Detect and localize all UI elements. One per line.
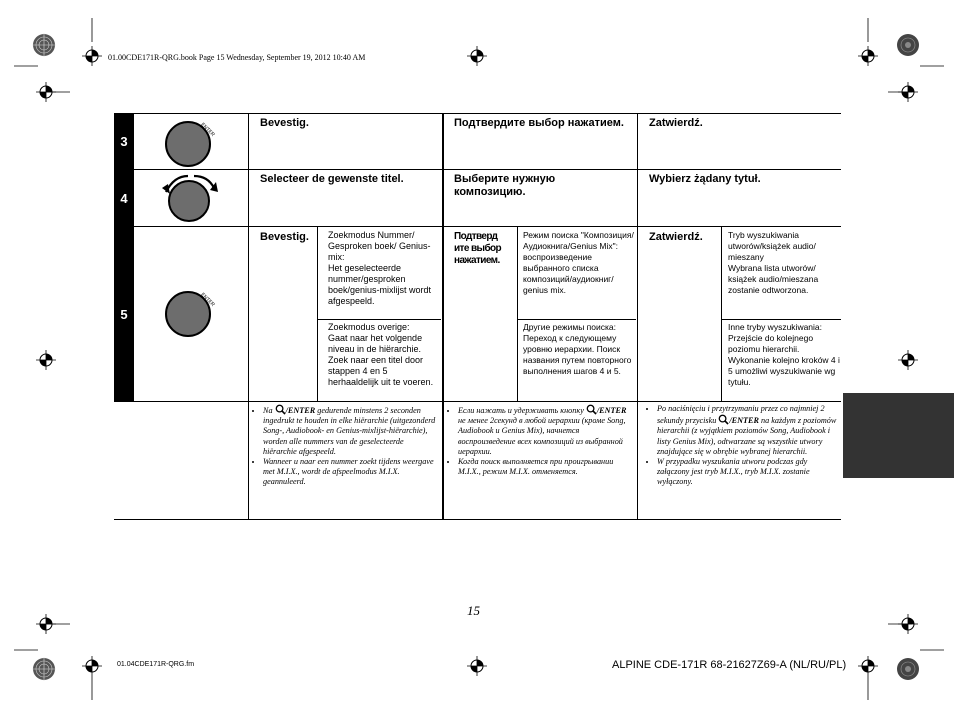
col-divider bbox=[248, 113, 249, 520]
step4-pl: Wybierz żądany tytuł. bbox=[649, 173, 761, 185]
row-divider bbox=[114, 226, 841, 227]
note-item: • Если нажать и удерживать кнопку /ENTER не менее 2секунд в любой иерархии (кроме Song, Audiobook и Genius Mix), начнется воспроизведение всех композиций из выбранной иерархии. bbox=[458, 404, 634, 457]
row-divider bbox=[114, 169, 841, 170]
notes-ru bbox=[449, 404, 634, 477]
step3-nl: Bevestig. bbox=[260, 117, 309, 129]
registration-mark-icon bbox=[36, 614, 56, 634]
registration-mark-icon bbox=[467, 46, 487, 66]
step3-ru: Подтвердите выбор нажатием. bbox=[454, 117, 624, 129]
step5-ru: Подтверд ите выбор нажатием. bbox=[454, 231, 502, 266]
col-divider bbox=[637, 113, 638, 520]
svg-text:ENTER: ENTER bbox=[199, 121, 216, 138]
step-number: 5 bbox=[114, 227, 134, 401]
registration-mark-icon bbox=[858, 46, 878, 66]
sub-divider bbox=[722, 319, 841, 320]
sub-divider bbox=[317, 319, 441, 320]
rotary-knob-icon bbox=[160, 288, 230, 338]
step5-nl-sub1: Zoekmodus Nummer/ Gesproken boek/ Genius-mix: Het geselecteerde nummer/gesproken boek/genius-mixlijst wordt afgespeeld. bbox=[328, 230, 432, 306]
registration-mark-icon bbox=[36, 350, 56, 370]
step5-nl: Bevestig. bbox=[260, 231, 309, 243]
note-item: • Na /ENTER gedurende minstens 2 seconden ingedrukt te houden in elke hiërarchie (uitgezonderd Song-, Audiobook- en Genius-mixlijst-hiërarchie), worden alle nummers van de geselecteerde hiërarchie afgespeeld. bbox=[263, 404, 438, 457]
step5-nl-sub2: Zoekmodus overige: Gaat naar het volgende niveau in de hiërarchie. Zoek naar een titel door stappen 4 en 5 herhaaldelijk uit te voeren. bbox=[328, 322, 434, 387]
step5-pl-sub2: Inne tryby wyszukiwania: Przejście do kolejnego poziomu hierarchii. Wykonanie kolejno kroków 4 i 5 umożliwi wyszukiwanie wg tytułu. bbox=[728, 322, 840, 387]
search-icon bbox=[718, 414, 729, 425]
step-number: 4 bbox=[114, 170, 134, 226]
registration-mark-icon bbox=[896, 657, 920, 681]
sub-col-divider bbox=[317, 227, 318, 401]
table-top-border bbox=[114, 113, 841, 114]
step3-pl: Zatwierdź. bbox=[649, 117, 703, 129]
note-item: • Po naciśnięciu i przytrzymaniu przez co najmniej 2 sekundy przycisku /ENTER na każdym z poziomów hierarchii (z wyjątkiem poziomów Song, Audiobook i listy Genius Mix), odtwarzane są wszystkie utwory znajdujące się w obrębie wybranej hierarchii. bbox=[657, 404, 838, 457]
sub-col-divider bbox=[721, 227, 722, 401]
table-bottom-border bbox=[114, 519, 841, 520]
registration-mark-icon bbox=[32, 33, 56, 57]
book-header-line: 01.00CDE171R-QRG.book Page 15 Wednesday, September 19, 2012 10:40 AM bbox=[108, 53, 366, 62]
registration-mark-icon bbox=[898, 350, 918, 370]
step5-pl: Zatwierdź. bbox=[649, 231, 703, 243]
step-number: 3 bbox=[114, 114, 134, 169]
registration-mark-icon bbox=[32, 657, 56, 681]
rotary-knob-icon bbox=[160, 118, 230, 168]
step5-ru-sub2: Другие режимы поиска: Переход к следующему уровню иерархии. Поиск названия путем повторного выполнения шагов 4 и 5. bbox=[523, 322, 632, 376]
step5-ru-sub1: Режим поиска "Композиция/ Аудиокнига/Genius Mix": воспроизведение выбранного списка композиций/аудиокниг/ genius mix. bbox=[523, 230, 634, 295]
svg-text:ENTER: ENTER bbox=[199, 291, 216, 308]
sub-col-divider bbox=[517, 227, 518, 401]
registration-mark-icon bbox=[36, 82, 56, 102]
search-icon bbox=[275, 404, 286, 415]
row-divider bbox=[114, 401, 841, 402]
footer-model: ALPINE CDE-171R 68-21627Z69-A (NL/RU/PL) bbox=[612, 659, 847, 671]
step5-pl-sub1: Tryb wyszukiwania utworów/książek audio/ mieszany Wybrana lista utworów/ książek audio/mieszana zostanie odtworzona. bbox=[728, 230, 819, 295]
registration-mark-icon bbox=[467, 656, 487, 676]
page-number: 15 bbox=[467, 603, 480, 618]
step4-ru: Выберите нужную композицию. bbox=[454, 173, 556, 198]
registration-mark-icon bbox=[82, 656, 102, 676]
notes-pl bbox=[648, 404, 838, 488]
col-divider bbox=[442, 113, 444, 520]
footer-file: 01.04CDE171R-QRG.fm bbox=[117, 661, 195, 668]
note-item: • Когда поиск выполняется при проигрывании M.I.X., режим M.I.X. отменяется. bbox=[458, 457, 634, 477]
section-tab bbox=[843, 393, 954, 478]
registration-mark-icon bbox=[898, 614, 918, 634]
search-icon bbox=[586, 404, 597, 415]
note-item: • Wanneer u naar een nummer zoekt tijdens weergave met M.I.X., wordt de afspeelmodus M.I.X. geannuleerd. bbox=[263, 457, 438, 488]
note-item: • W przypadku wyszukania utworu podczas gdy załączony jest tryb M.I.X., tryb M.I.X. zostanie wyłączony. bbox=[657, 457, 838, 488]
registration-mark-icon bbox=[898, 82, 918, 102]
registration-mark-icon bbox=[896, 33, 920, 57]
rotate-arrow-icon bbox=[160, 172, 230, 224]
registration-mark-icon bbox=[858, 656, 878, 676]
step4-nl: Selecteer de gewenste titel. bbox=[260, 173, 404, 185]
sub-divider bbox=[518, 319, 636, 320]
notes-nl bbox=[254, 404, 438, 488]
registration-mark-icon bbox=[82, 46, 102, 66]
